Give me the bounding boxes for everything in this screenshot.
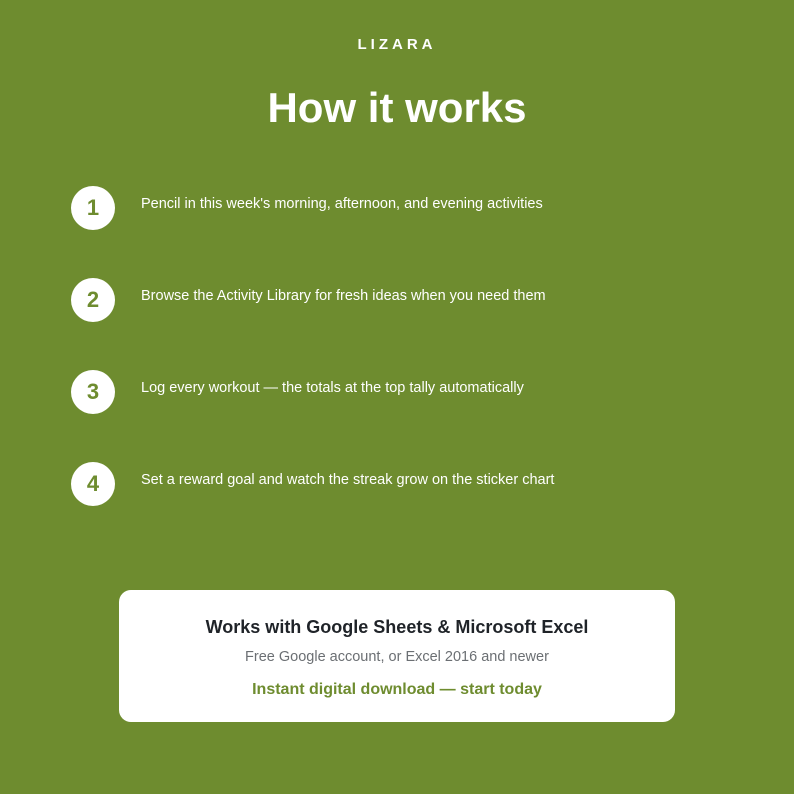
step-text: Browse the Activity Library for fresh ideas when you need them: [141, 288, 546, 304]
step-text: Set a reward goal and watch the streak grow on the sticker chart: [141, 472, 555, 488]
step-item-1: [71, 186, 751, 278]
step-number-badge: 3: [71, 370, 115, 414]
step-number-badge: 2: [71, 278, 115, 322]
step-number-badge: 1: [71, 186, 115, 230]
card-subtitle: Free Google account, or Excel 2016 and newer: [245, 649, 549, 665]
step-text: Log every workout — the totals at the top tally automatically: [141, 380, 524, 396]
step-text: Pencil in this week's morning, afternoon, and evening activities: [141, 196, 543, 212]
brand-logo: LIZARA: [357, 36, 437, 53]
step-number-badge: 4: [71, 462, 115, 506]
step-item-4: [71, 462, 751, 554]
compatibility-card: [119, 590, 675, 722]
page-title: How it works: [267, 84, 527, 131]
card-title: Works with Google Sheets & Microsoft Excel: [205, 617, 589, 637]
step-item-2: [71, 278, 751, 370]
step-item-3: [71, 370, 751, 462]
download-cta[interactable]: Instant digital download — start today: [252, 681, 542, 698]
steps-list: [71, 186, 751, 554]
